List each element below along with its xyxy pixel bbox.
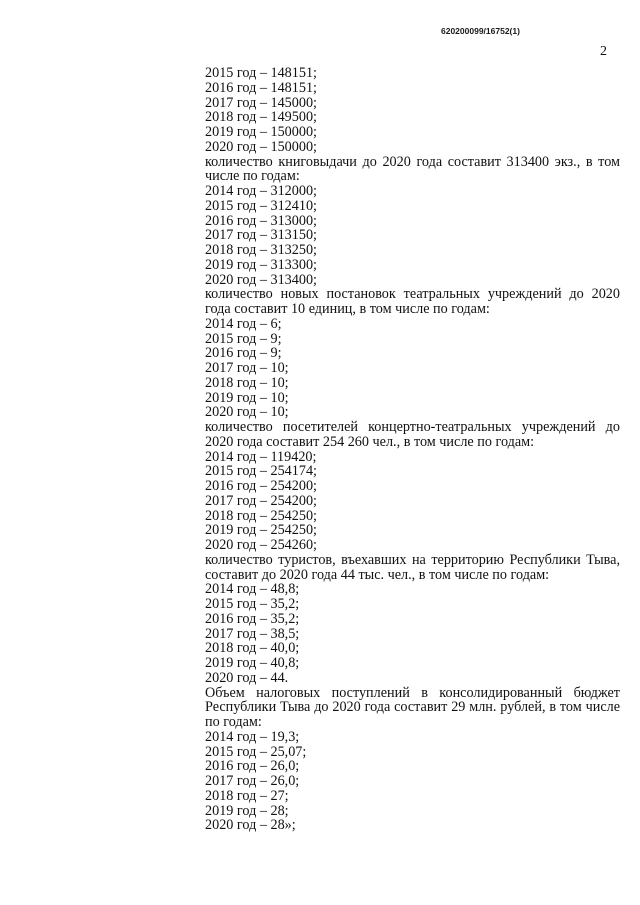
year-value-line: 2014 год – 312000; xyxy=(205,183,317,199)
indicator-paragraph: Объем налоговых поступлений в консолидированный бюджет Республики Тыва до 2020 года составит 29 млн. рублей, в том числе по годам: xyxy=(205,684,620,730)
year-value-line: 2017 год – 254200; xyxy=(205,492,317,509)
year-value-line: 2014 год – 119420; xyxy=(205,448,317,465)
year-value-line: 2017 год – 313150; xyxy=(205,227,317,244)
year-value-line: 2015 год – 148151; xyxy=(205,65,317,81)
year-value-line: 2019 год – 10; xyxy=(205,389,289,406)
document-body xyxy=(205,66,620,833)
year-value-line: 2018 год – 313250; xyxy=(205,242,317,258)
year-value-line: 2016 год – 148151; xyxy=(205,79,317,96)
indicator-paragraph: количество книговыдачи до 2020 года составит 313400 экз., в том числе по годам: xyxy=(205,153,620,185)
year-value-line: 2020 год – 150000; xyxy=(205,138,317,155)
indicator-paragraph: количество новых постановок театральных учреждений до 2020 года составит 10 единиц, в том числе по годам: xyxy=(205,286,620,317)
year-value-line: 2019 год – 254250; xyxy=(205,522,317,539)
year-value-line: 2018 год – 40,0; xyxy=(205,640,300,657)
year-value-line: 2016 год – 313000; xyxy=(205,212,317,229)
document-id: 620200099/16752(1) xyxy=(441,26,520,36)
year-value-line: 2014 год – 19,3; xyxy=(205,728,300,745)
year-value-line: 2019 год – 150000; xyxy=(205,124,317,140)
year-value-line: 2017 год – 38,5; xyxy=(205,625,300,642)
year-value-line: 2018 год – 10; xyxy=(205,374,289,391)
year-value-line: 2015 год – 25,07; xyxy=(205,743,307,760)
year-value-line: 2020 год – 10; xyxy=(205,404,289,421)
indicator-paragraph: количество туристов, въехавших на территорию Республики Тыва, составит до 2020 года 44 тыс. чел., в том числе по годам: xyxy=(205,551,620,583)
year-value-line: 2019 год – 313300; xyxy=(205,256,317,273)
year-value-line: 2020 год – 44. xyxy=(205,669,289,686)
year-value-line: 2015 год – 9; xyxy=(205,330,282,347)
year-value-line: 2018 год – 27; xyxy=(205,787,289,804)
year-value-line: 2020 год – 28»; xyxy=(205,817,296,834)
year-value-line: 2016 год – 35,2; xyxy=(205,610,300,627)
year-value-line: 2018 год – 254250; xyxy=(205,507,317,524)
year-value-line: 2014 год – 48,8; xyxy=(205,581,300,598)
year-value-line: 2015 год – 312410; xyxy=(205,197,317,214)
year-value-line: 2020 год – 313400; xyxy=(205,271,317,288)
year-value-line: 2016 год – 26,0; xyxy=(205,758,300,775)
year-value-line: 2020 год – 254260; xyxy=(205,537,317,553)
indicator-paragraph: количество посетителей концертно-театральных учреждений до 2020 года составит 254 260 чел., в том числе по годам: xyxy=(205,419,620,450)
year-value-line: 2014 год – 6; xyxy=(205,315,282,332)
year-value-line: 2017 год – 26,0; xyxy=(205,773,300,789)
year-value-line: 2016 год – 9; xyxy=(205,345,282,362)
year-value-line: 2016 год – 254200; xyxy=(205,478,317,494)
year-value-line: 2018 год – 149500; xyxy=(205,109,317,126)
year-value-line: 2015 год – 254174; xyxy=(205,463,317,480)
page-number: 2 xyxy=(600,44,607,59)
year-value-line: 2017 год – 10; xyxy=(205,360,289,376)
year-value-line: 2015 год – 35,2; xyxy=(205,596,300,612)
year-value-line: 2019 год – 40,8; xyxy=(205,655,300,671)
year-value-line: 2017 год – 145000; xyxy=(205,94,317,111)
year-value-line: 2019 год – 28; xyxy=(205,802,289,819)
